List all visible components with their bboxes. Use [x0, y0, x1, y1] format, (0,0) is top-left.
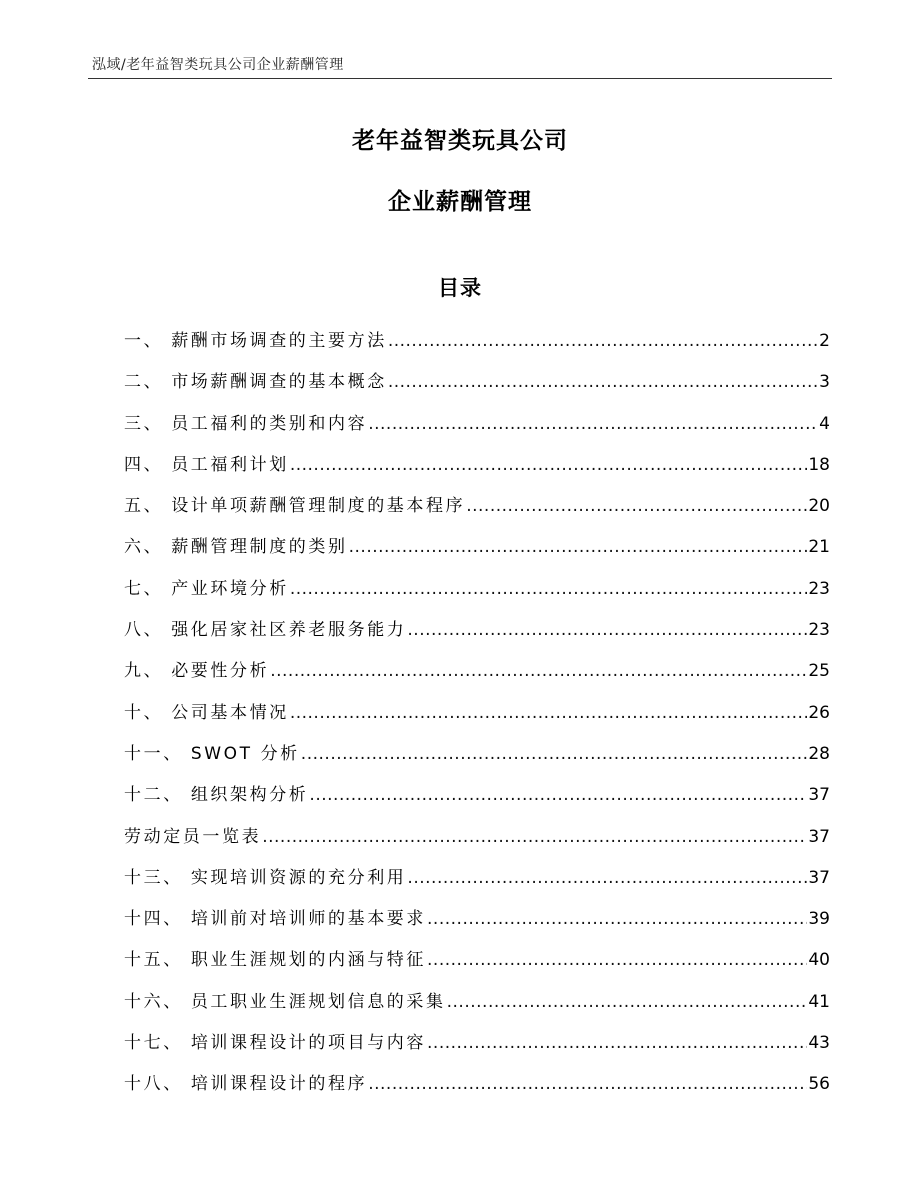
toc-entry-title: 薪酬管理制度的类别 — [171, 537, 348, 558]
toc-entry-number: 一、 — [124, 331, 164, 351]
toc-entry-title: 组织架构分析 — [190, 785, 309, 806]
toc-leader-dots — [368, 1064, 807, 1105]
toc-leader-dots — [309, 775, 807, 816]
toc-entry-page-number: 43 — [808, 1033, 830, 1054]
toc-entry-page-number: 37 — [808, 785, 830, 806]
toc-entry-title: 培训课程设计的项目与内容 — [190, 1033, 427, 1054]
toc-entry-page-number: 3 — [819, 372, 830, 393]
toc-entry-title: 设计单项薪酬管理制度的基本程序 — [171, 496, 466, 517]
toc-entry-title: 市场薪酬调查的基本概念 — [171, 372, 387, 393]
toc-entry-number: 四、 — [124, 454, 164, 475]
toc-entry-title: 员工福利计划 — [171, 454, 289, 475]
toc-leader-dots — [290, 693, 808, 734]
toc-entry-number: 三、 — [124, 413, 164, 434]
toc-entry-number: 十三、 — [124, 867, 183, 888]
toc-heading: 目录 — [438, 276, 482, 300]
toc-entry[interactable] — [124, 1023, 830, 1064]
toc-entry[interactable] — [124, 899, 830, 940]
toc-entry-page-number: 20 — [808, 496, 830, 517]
toc-leader-dots — [262, 817, 807, 858]
toc-leader-dots — [349, 527, 808, 568]
toc-entry-number: 十八、 — [124, 1074, 183, 1095]
toc-entry-title: 员工职业生涯规划信息的采集 — [190, 991, 446, 1012]
toc-entry-page-number: 37 — [808, 826, 830, 847]
toc-entry-number: 十六、 — [124, 991, 183, 1012]
document-subtitle: 企业薪酬管理 — [388, 189, 532, 215]
toc-entry[interactable] — [124, 610, 830, 651]
toc-entry-number: 十七、 — [124, 1033, 183, 1054]
toc-entry-title: 必要性分析 — [171, 661, 270, 682]
document-title: 老年益智类玩具公司 — [352, 128, 568, 154]
toc-entry-title: SWOT 分析 — [190, 743, 300, 764]
toc-entry-title: 实现培训资源的充分利用 — [190, 867, 407, 888]
toc-entry-page-number: 4 — [819, 413, 830, 434]
toc-entry-number: 十五、 — [124, 950, 183, 971]
toc-entry[interactable] — [124, 775, 830, 816]
toc-entry-number: 五、 — [124, 496, 164, 517]
toc-entry[interactable] — [124, 817, 830, 858]
toc-leader-dots — [427, 1023, 807, 1064]
toc-leader-dots — [407, 858, 807, 899]
toc-entry[interactable] — [124, 527, 830, 568]
toc-entry-number: 十、 — [124, 702, 164, 723]
toc-leader-dots — [368, 404, 818, 445]
header-divider — [88, 78, 832, 79]
toc-entry[interactable] — [124, 569, 830, 610]
toc-entry-title: 公司基本情况 — [171, 702, 289, 723]
toc-entry[interactable] — [124, 858, 830, 899]
toc-entry[interactable] — [124, 1064, 830, 1105]
toc-leader-dots — [270, 651, 807, 692]
toc-entry-page-number: 40 — [808, 950, 830, 971]
toc-entry-page-number: 25 — [808, 661, 830, 682]
toc-entry-page-number: 28 — [808, 743, 830, 764]
toc-leader-dots — [407, 610, 807, 651]
toc-leader-dots — [290, 569, 808, 610]
toc-entry-number: 十二、 — [124, 785, 183, 806]
toc-entry-number: 十四、 — [124, 909, 183, 930]
toc-entry-title: 培训课程设计的程序 — [190, 1074, 368, 1095]
toc-entry[interactable] — [124, 321, 830, 362]
toc-entry[interactable] — [124, 445, 830, 486]
toc-entry-number: 七、 — [124, 578, 164, 599]
toc-entry-title: 产业环境分析 — [171, 578, 289, 599]
toc-leader-dots — [466, 486, 807, 527]
toc-entry-number: 八、 — [124, 620, 164, 641]
toc-entry-number: 十一、 — [124, 743, 183, 764]
toc-entry-title: 职业生涯规划的内涵与特征 — [190, 950, 427, 971]
running-header: 泓域/老年益智类玩具公司企业薪酬管理 — [92, 57, 344, 73]
toc-entry-number: 六、 — [124, 537, 164, 558]
toc-entry[interactable] — [124, 940, 830, 981]
toc-entry-page-number: 37 — [808, 867, 830, 888]
toc-entry-page-number: 26 — [808, 702, 830, 723]
toc-leader-dots — [427, 940, 807, 981]
toc-leader-dots — [388, 362, 818, 403]
toc-entry-page-number: 39 — [808, 909, 830, 930]
toc-entry-page-number: 2 — [819, 331, 830, 351]
toc-entry-page-number: 41 — [808, 991, 830, 1012]
toc-entry[interactable] — [124, 404, 830, 445]
toc-entry-page-number: 23 — [808, 620, 830, 641]
toc-entry-title: 劳动定员一览表 — [124, 826, 262, 847]
toc-leader-dots — [290, 445, 808, 486]
toc-entry-page-number: 18 — [808, 454, 830, 475]
toc-entry[interactable] — [124, 651, 830, 692]
toc-entry-title: 薪酬市场调查的主要方法 — [171, 331, 387, 351]
toc-entry[interactable] — [124, 982, 830, 1023]
table-of-contents — [124, 321, 830, 1106]
toc-entry-title: 培训前对培训师的基本要求 — [190, 909, 427, 930]
toc-entry-page-number: 21 — [808, 537, 830, 558]
toc-entry[interactable] — [124, 362, 830, 403]
toc-leader-dots — [388, 321, 818, 362]
toc-entry-title: 强化居家社区养老服务能力 — [171, 620, 407, 641]
toc-entry-number: 二、 — [124, 372, 164, 393]
toc-entry[interactable] — [124, 734, 830, 775]
toc-entry[interactable] — [124, 693, 830, 734]
toc-entry-page-number: 23 — [808, 578, 830, 599]
toc-entry[interactable] — [124, 486, 830, 527]
toc-leader-dots — [301, 734, 808, 775]
toc-entry-title: 员工福利的类别和内容 — [171, 413, 368, 434]
toc-leader-dots — [427, 899, 807, 940]
toc-entry-number: 九、 — [124, 661, 164, 682]
toc-entry-page-number: 56 — [808, 1074, 830, 1095]
toc-leader-dots — [447, 982, 808, 1023]
